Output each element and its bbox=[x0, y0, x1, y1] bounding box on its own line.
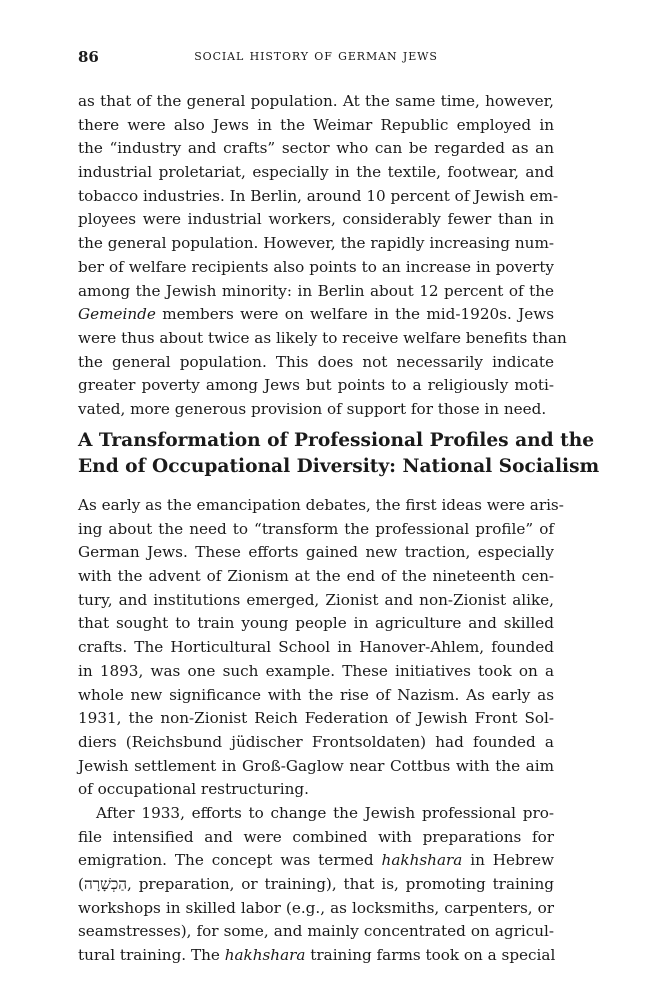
text-line: German Jews. These efforts gained new traction, especially bbox=[78, 543, 554, 562]
text-line: tobacco industries. In Berlin, around 10 percent of Jewish em- bbox=[78, 186, 559, 205]
text-line: industrial proletariat, especially in the textile, footwear, and bbox=[78, 163, 554, 182]
text-line: whole new significance with the rise of Nazism. As early as bbox=[78, 685, 554, 704]
text-line: vated, more generous provision of support for those in need. bbox=[78, 399, 547, 418]
text-line: ing about the need to “transform the professional profile” of bbox=[78, 519, 554, 538]
text-line: (הַכְשָׁרָה, preparation, or training), that is, promoting training bbox=[78, 875, 554, 893]
text-line: with the advent of Zionism at the end of the nineteenth cen- bbox=[78, 567, 554, 586]
text-line: in 1893, was one such example. These initiatives took on a bbox=[78, 661, 554, 680]
section-heading bbox=[78, 428, 600, 480]
text-line: of occupational restructuring. bbox=[78, 780, 309, 799]
text-line: greater poverty among Jews but points to a religiously moti- bbox=[78, 376, 554, 395]
text-line: seamstresses), for some, and mainly concentrated on agricul- bbox=[78, 922, 554, 941]
text-line: After 1933, efforts to change the Jewish professional pro- bbox=[96, 803, 554, 822]
text-line: tury, and institutions emerged, Zionist and non-Zionist alike, bbox=[78, 590, 554, 609]
heading-line: A Transformation of Professional Profiles and the bbox=[78, 430, 595, 451]
text-line: workshops in skilled labor (e.g., as locksmiths, carpenters, or bbox=[78, 898, 554, 917]
text-line: As early as the emancipation debates, the first ideas were aris- bbox=[78, 496, 564, 514]
text-line: that sought to train young people in agriculture and skilled bbox=[78, 614, 554, 633]
text-line: the “industry and crafts” sector who can be regarded as an bbox=[78, 139, 554, 158]
page-number: 86 bbox=[78, 48, 99, 66]
text-line: the general population. However, the rapidly increasing num- bbox=[78, 234, 554, 253]
text-line: among the Jewish minority: in Berlin about 12 percent of the bbox=[78, 281, 554, 300]
text-line: as that of the general population. At the same time, however, bbox=[78, 92, 554, 110]
text-line: crafts. The Horticultural School in Hanover-Ahlem, founded bbox=[78, 638, 554, 657]
heading-line: End of Occupational Diversity: National Socialism bbox=[78, 456, 600, 477]
text-line: there were also Jews in the Weimar Republic employed in bbox=[78, 115, 554, 134]
text-line: diers (Reichsbund jüdischer Frontsoldaten) had founded a bbox=[78, 732, 554, 751]
text-line: were thus about twice as likely to receive welfare benefits than bbox=[78, 328, 567, 347]
running-head bbox=[78, 48, 554, 68]
text-line: file intensified and were combined with preparations for bbox=[78, 827, 554, 846]
text-line: ployees were industrial workers, considerably fewer than in bbox=[78, 210, 554, 229]
text-line: ber of welfare recipients also points to an increase in poverty bbox=[78, 257, 554, 276]
text-line: the general population. This does not necessarily indicate bbox=[78, 352, 554, 371]
text-line: Jewish settlement in Groß-Gaglow near Cottbus with the aim bbox=[78, 756, 554, 775]
paragraph-welfare bbox=[78, 90, 567, 422]
text-line: Gemeinde members were on welfare in the mid-1920s. Jews bbox=[78, 305, 554, 324]
paragraph-professional-profiles bbox=[78, 494, 564, 968]
running-title: SOCIAL HISTORY OF GERMAN JEWS bbox=[194, 50, 438, 63]
text-line: 1931, the non-Zionist Reich Federation of Jewish Front Sol- bbox=[78, 709, 554, 728]
text-line: tural training. The hakhshara training farms took on a special bbox=[78, 946, 556, 965]
text-line: emigration. The concept was termed hakhshara in Hebrew bbox=[78, 851, 554, 870]
